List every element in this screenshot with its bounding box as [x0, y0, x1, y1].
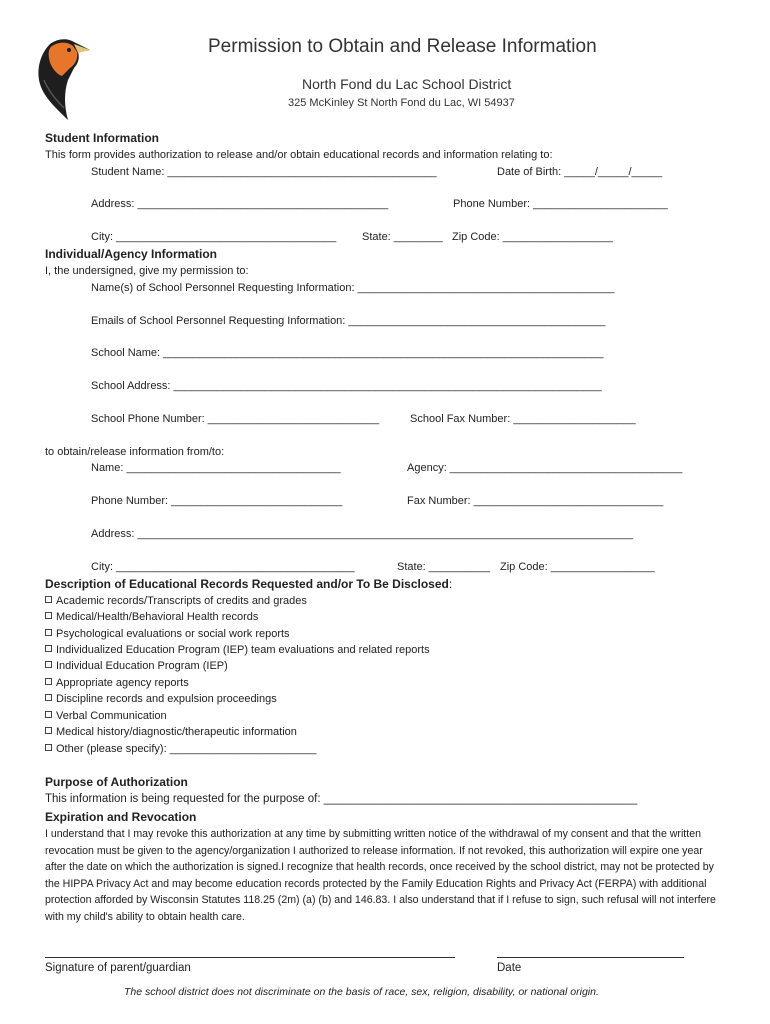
district-name: North Fond du Lac School District: [302, 76, 512, 92]
checkbox[interactable]: [45, 694, 52, 701]
agency-info-heading: Individual/Agency Information: [45, 247, 218, 261]
records-heading-colon: :: [448, 577, 453, 591]
record-option[interactable]: [45, 629, 290, 640]
student-state-field[interactable]: State: ________: [362, 231, 443, 243]
contact-name-field[interactable]: Name: ___________________________________: [91, 462, 341, 474]
record-option[interactable]: [45, 596, 307, 607]
contact-address-field[interactable]: Address: _________________________________________________________________________________: [91, 528, 633, 540]
checkbox[interactable]: [45, 727, 52, 734]
non-discrimination-footer: The school district does not discriminate on the basis of race, sex, religion, disability, or national origin.: [124, 986, 599, 998]
record-option[interactable]: [45, 744, 317, 755]
record-option[interactable]: [45, 711, 167, 722]
school-name-field[interactable]: School Name: ________________________________________________________________________: [91, 347, 604, 359]
checkbox[interactable]: [45, 645, 52, 652]
record-option-label: Appropriate agency reports: [56, 677, 189, 689]
personnel-names-field[interactable]: Name(s) of School Personnel Requesting Information: __________________________________________: [91, 282, 615, 294]
date-line[interactable]: [497, 957, 684, 958]
record-option-label: Medical/Health/Behavioral Health records: [56, 611, 259, 623]
student-zip-field[interactable]: Zip Code: __________________: [452, 231, 613, 243]
checkbox[interactable]: [45, 629, 52, 636]
record-option[interactable]: [45, 678, 189, 689]
contact-zip-field[interactable]: Zip Code: _________________: [500, 561, 655, 573]
checkbox[interactable]: [45, 711, 52, 718]
student-phone-field[interactable]: Phone Number: ______________________: [453, 198, 668, 210]
record-option[interactable]: [45, 694, 277, 705]
checkbox[interactable]: [45, 744, 52, 751]
record-option[interactable]: [45, 645, 430, 656]
contact-fax-field[interactable]: Fax Number: _______________________________: [407, 495, 664, 507]
personnel-emails-field[interactable]: Emails of School Personnel Requesting Information: __________________________________________: [91, 315, 606, 327]
expiration-text: I understand that I may revoke this authorization at any time by submitting written notice of the withdrawal of my consent and that the written revocation must be given to the agency/organization I authorized to release information. If not revoked, this authorization will expire one year after the date on which the authorization is signed.I recognize that health records, once received by the school district, may not be protected by the HIPPA Privacy Act and may become education records protected by the Family Education Rights and Privacy Act (FERPA) with additional protection afforded by Wisconsin Statutes 118.25 (2m) (a) (b) and 146.83. I also understand that if I refuse to sign, such refusal will not interfere with my child's ability to obtain health care.: [45, 828, 716, 923]
record-option-label: Medical history/diagnostic/therapeutic information: [56, 726, 297, 738]
record-option-label: Psychological evaluations or social work reports: [56, 628, 290, 640]
contact-state-field[interactable]: State: __________: [397, 561, 490, 573]
purpose-heading: Purpose of Authorization: [45, 775, 188, 789]
school-phone-field[interactable]: School Phone Number: ____________________________: [91, 413, 380, 425]
school-fax-field[interactable]: School Fax Number: ____________________: [410, 413, 636, 425]
contact-city-field[interactable]: City: _______________________________________: [91, 561, 355, 573]
record-option-label: Other (please specify): ________________________: [56, 743, 317, 755]
agency-info-intro: I, the undersigned, give my permission to:: [45, 265, 249, 277]
date-label: Date: [497, 962, 522, 974]
record-option[interactable]: [45, 661, 228, 672]
purpose-field[interactable]: This information is being requested for the purpose of: _________________________________________________: [45, 793, 638, 805]
record-option[interactable]: [45, 612, 258, 623]
records-heading-text: Description of Educational Records Requested and/or To Be Disclosed: [45, 577, 449, 591]
record-option-label: Discipline records and expulsion proceedings: [56, 693, 277, 705]
student-city-field[interactable]: City: ____________________________________: [91, 231, 337, 243]
checkbox[interactable]: [45, 678, 52, 685]
school-logo-bird: [34, 36, 94, 122]
parent-signature-line[interactable]: [45, 957, 455, 958]
checkbox[interactable]: [45, 596, 52, 603]
record-option-label: Verbal Communication: [56, 710, 167, 722]
district-address: 325 McKinley St North Fond du Lac, WI 54937: [288, 97, 515, 109]
parent-signature-label: Signature of parent/guardian: [45, 962, 191, 974]
records-heading: [45, 578, 452, 590]
school-address-field[interactable]: School Address: ______________________________________________________________________: [91, 380, 602, 392]
checkbox[interactable]: [45, 612, 52, 619]
record-option-label: Individual Education Program (IEP): [56, 660, 228, 672]
student-name-field[interactable]: Student Name: ____________________________________________: [91, 166, 437, 178]
expiration-heading: Expiration and Revocation: [45, 810, 197, 824]
student-info-intro: This form provides authorization to release and/or obtain educational records and information relating to:: [45, 149, 553, 161]
from-to-label: to obtain/release information from/to:: [45, 446, 225, 458]
student-info-heading: Student Information: [45, 131, 159, 145]
date-of-birth-field[interactable]: Date of Birth: _____/_____/_____: [497, 166, 663, 178]
record-option-label: Academic records/Transcripts of credits and grades: [56, 595, 307, 607]
student-address-field[interactable]: Address: _________________________________________: [91, 198, 389, 210]
checkbox[interactable]: [45, 661, 52, 668]
page-title: Permission to Obtain and Release Information: [208, 36, 597, 57]
agency-name-field[interactable]: Agency: ______________________________________: [407, 462, 683, 474]
contact-phone-field[interactable]: Phone Number: ____________________________: [91, 495, 343, 507]
record-option[interactable]: [45, 727, 297, 738]
record-option-label: Individualized Education Program (IEP) team evaluations and related reports: [56, 644, 430, 656]
